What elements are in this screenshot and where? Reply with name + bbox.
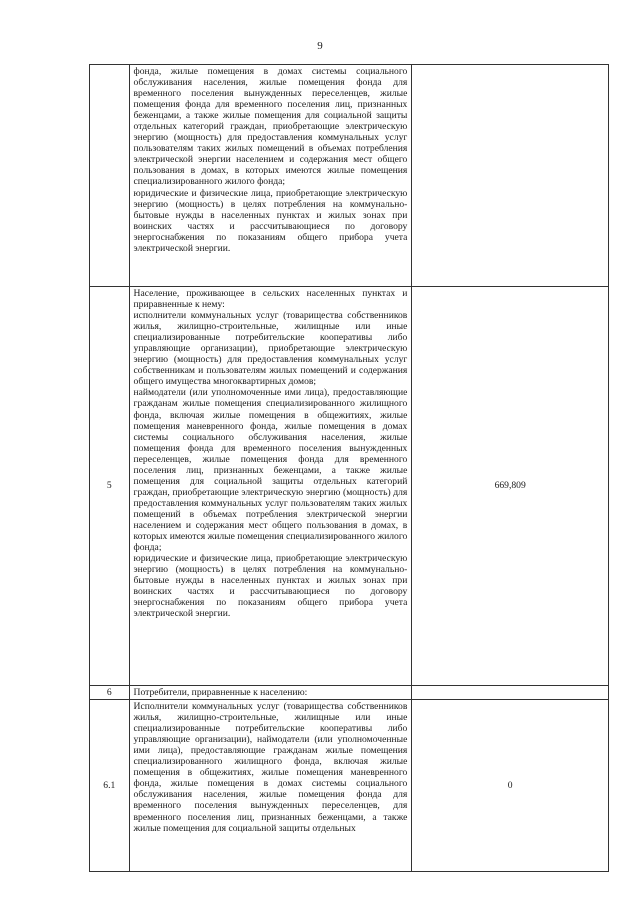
row-number: 6.1	[90, 700, 130, 872]
row-paragraph: исполнители коммунальных услуг (товарищества собственников жилья, жилищно-строительные, жилищные или иные специализированные потребительские кооперативы либо управляющие организации), приобретающие электрическую энергию (мощность) для предоставления коммунальных услуг собственникам и пользователям жилых помещений и содержания общего имущества многоквартирных домов;	[133, 310, 408, 388]
row-description	[129, 686, 412, 700]
row-number: 5	[90, 287, 130, 686]
row-paragraph: Исполнители коммунальных услуг (товарищества собственников жилья, жилищно-строительные, жилищные или иные специализированные потребительские кооперативы либо управляющие организации), наймодатели (или уполномоченные ими лица), предоставляющие гражданам жилые помещения специализированного жилищного фонда, включая жилые помещения в общежитиях, жилые помещения маневренного фонда, жилые помещения в домах системы социального обслуживания населения, жилые помещения фонда для временного поселения вынужденных переселенцев, для временного поселения лиц, признанных беженцами, а также жилые помещения для социальной защиты отдельных	[133, 701, 408, 834]
row-value	[412, 65, 609, 287]
row-paragraph: Потребители, приравненные к населению:	[133, 687, 308, 698]
row-value: 0	[412, 700, 609, 872]
row-description	[129, 65, 412, 287]
row-paragraph: Население, проживающее в сельских населенных пунктах и приравненные к нему:	[133, 288, 408, 311]
table-row	[90, 700, 609, 872]
row-number	[90, 65, 130, 287]
table-row	[90, 65, 609, 287]
row-description	[129, 287, 412, 686]
row-paragraph: юридические и физические лица, приобретающие электрическую энергию (мощность) в целях потребления на коммунально-бытовые нужды в населенных пунктах и жилых зонах при воинских частях и рассчитывающиеся по договору энергоснабжения по показаниям общего прибора учета электрической энергии.	[133, 553, 408, 620]
row-value	[412, 686, 609, 700]
row-value: 669,809	[412, 287, 609, 686]
page-number: 9	[317, 40, 323, 52]
row-description	[129, 700, 412, 872]
tariff-table	[89, 64, 609, 872]
row-paragraph: фонда, жилые помещения в домах системы социального обслуживания населения, жилые помещения фонда для временного поселения вынужденных переселенцев, жилые помещения фонда для временного поселения лиц, признанных беженцами, а также жилые помещения для социальной защиты отдельных категорий граждан, приобретающие электрическую энергию (мощность) для предоставления коммунальных услуг пользователям таких жилых помещений в объемах потребления электрической энергии населением и содержания мест общего пользования в домах, в которых имеются жилые помещения специализированного жилого фонда;	[133, 66, 408, 188]
row-paragraph: юридические и физические лица, приобретающие электрическую энергию (мощность) в целях потребления на коммунально-бытовые нужды в населенных пунктах и жилых зонах при воинских частях и рассчитывающиеся по договору энергоснабжения по показаниям общего прибора учета электрической энергии.	[133, 187, 408, 254]
row-paragraph: наймодатели (или уполномоченные ими лица), предоставляющие гражданам жилые помещения специализированного жилищного фонда, включая жилые помещения в общежитиях, жилые помещения маневренного фонда, жилые помещения в домах системы социального обслуживания населения, жилые помещения фонда для временного поселения вынужденных переселенцев, жилые помещения фонда для временного поселения лиц, признанных беженцами, а также жилые помещения для социальной защиты отдельных категорий граждан, приобретающие электрическую энергию (мощность) для предоставления коммунальных услуг пользователям таких жилых помещений в объемах потребления электрической энергии населением и содержания мест общего пользования в домах, в которых имеются жилые помещения специализированного жилого фонда;	[133, 387, 408, 554]
row-number: 6	[90, 686, 130, 700]
table-row	[90, 686, 609, 700]
table-row	[90, 287, 609, 686]
